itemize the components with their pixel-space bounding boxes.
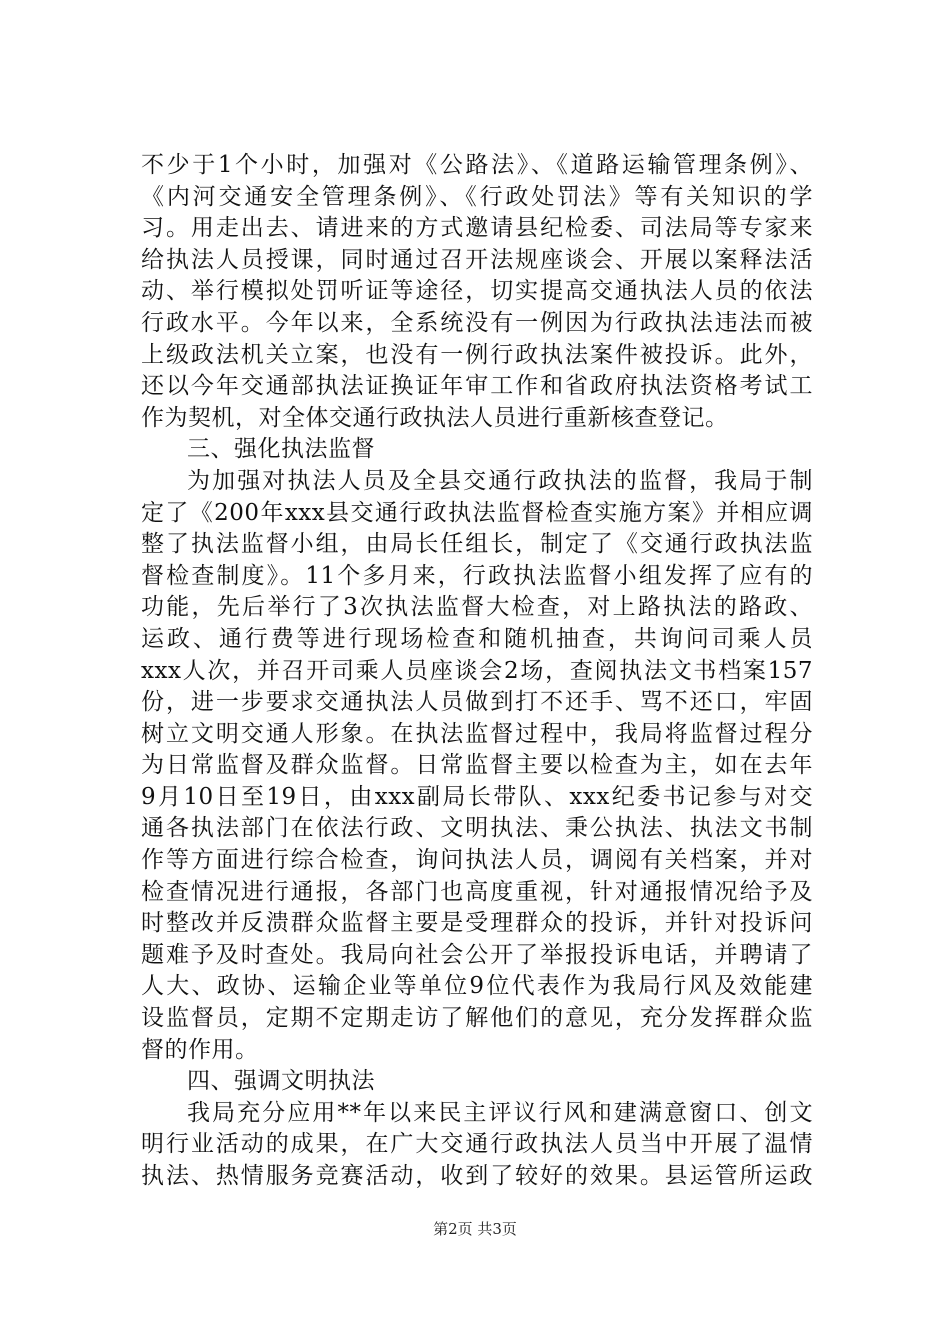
text-line: 行政水平。今年以来，全系统没有一例因为行政执法违法而被 [141,309,813,336]
text-line: 份，进一步要求交通执法人员做到打不还手、骂不还口，牢固 [141,689,813,716]
text-line: 整了执法监督小组，由局长任组长，制定了《交通行政执法监 [141,531,813,558]
text-line: 题难予及时查处。我局向社会公开了举报投诉电话，并聘请了 [141,941,813,968]
text-line: 9月10日至19日，由xxx副局长带队、xxx纪委书记参与对交 [141,783,813,810]
text-line: 督检查制度》。11个多月来，行政执法监督小组发挥了应有的 [141,562,813,589]
text-line: 作等方面进行综合检查，询问执法人员，调阅有关档案，并对 [141,847,813,874]
text-line: 功能，先后举行了3次执法监督大检查，对上路执法的路政、 [141,594,813,621]
section-heading: 三、强化执法监督 [187,436,375,463]
text-line: 时整改并反溃群众监督主要是受理群众的投诉，并针对投诉问 [141,910,813,937]
text-line: 为加强对执法人员及全县交通行政执法的监督，我局于制 [187,467,813,494]
text-line: 通各执法部门在依法行政、文明执法、秉公执法、执法文书制 [141,815,813,842]
document-body [141,150,813,1193]
text-line: 运政、通行费等进行现场检查和随机抽查，共询问司乘人员 [141,625,813,652]
text-line: 为日常监督及群众监督。日常监督主要以检查为主，如在去年 [141,752,813,779]
text-line: 人大、政协、运输企业等单位9位代表作为我局行风及效能建 [141,973,813,1000]
text-line: 作为契机，对全体交通行政执法人员进行重新核查登记。 [141,404,729,431]
text-line: 定了《200年xxx县交通行政执法监督检查实施方案》并相应调 [141,499,813,526]
text-line: 不少于1个小时，加强对《公路法》、《道路运输管理条例》、 [141,152,813,178]
text-line: 习。用走出去、请进来的方式邀请县纪检委、司法局等专家来 [141,215,813,242]
text-line: 执法、热情服务竞赛活动，收到了较好的效果。县运管所运政 [141,1163,813,1189]
text-line: 树立文明交通人形象。在执法监督过程中，我局将监督过程分 [141,720,813,747]
text-line: 《内河交通安全管理条例》、《行政处罚法》等有关知识的学 [141,183,813,210]
text-line: 给执法人员授课，同时通过召开法规座谈会、开展以案释法活 [141,246,813,273]
text-line: 我局充分应用**年以来民主评议行风和建满意窗口、创文 [187,1099,813,1126]
text-line: 动、举行模拟处罚听证等途径，切实提高交通执法人员的依法 [141,278,813,305]
text-line: 设监督员，定期不定期走访了解他们的意见，充分发挥群众监 [141,1005,813,1032]
section-heading: 四、强调文明执法 [187,1068,375,1095]
text-line: 上级政法机关立案，也没有一例行政执法案件被投诉。此外， [141,341,813,368]
text-line: 检查情况进行通报，各部门也高度重视，针对通报情况给予及 [141,878,813,905]
text-line: 明行业活动的成果，在广大交通行政执法人员当中开展了温情 [141,1131,813,1158]
page-footer: 第2页 共3页 [433,1220,517,1238]
text-line: 还以今年交通部执法证换证年审工作和省政府执法资格考试工 [141,373,813,400]
text-line: xxx人次，并召开司乘人员座谈会2场，查阅执法文书档案157 [141,657,813,684]
text-line: 督的作用。 [141,1036,259,1063]
